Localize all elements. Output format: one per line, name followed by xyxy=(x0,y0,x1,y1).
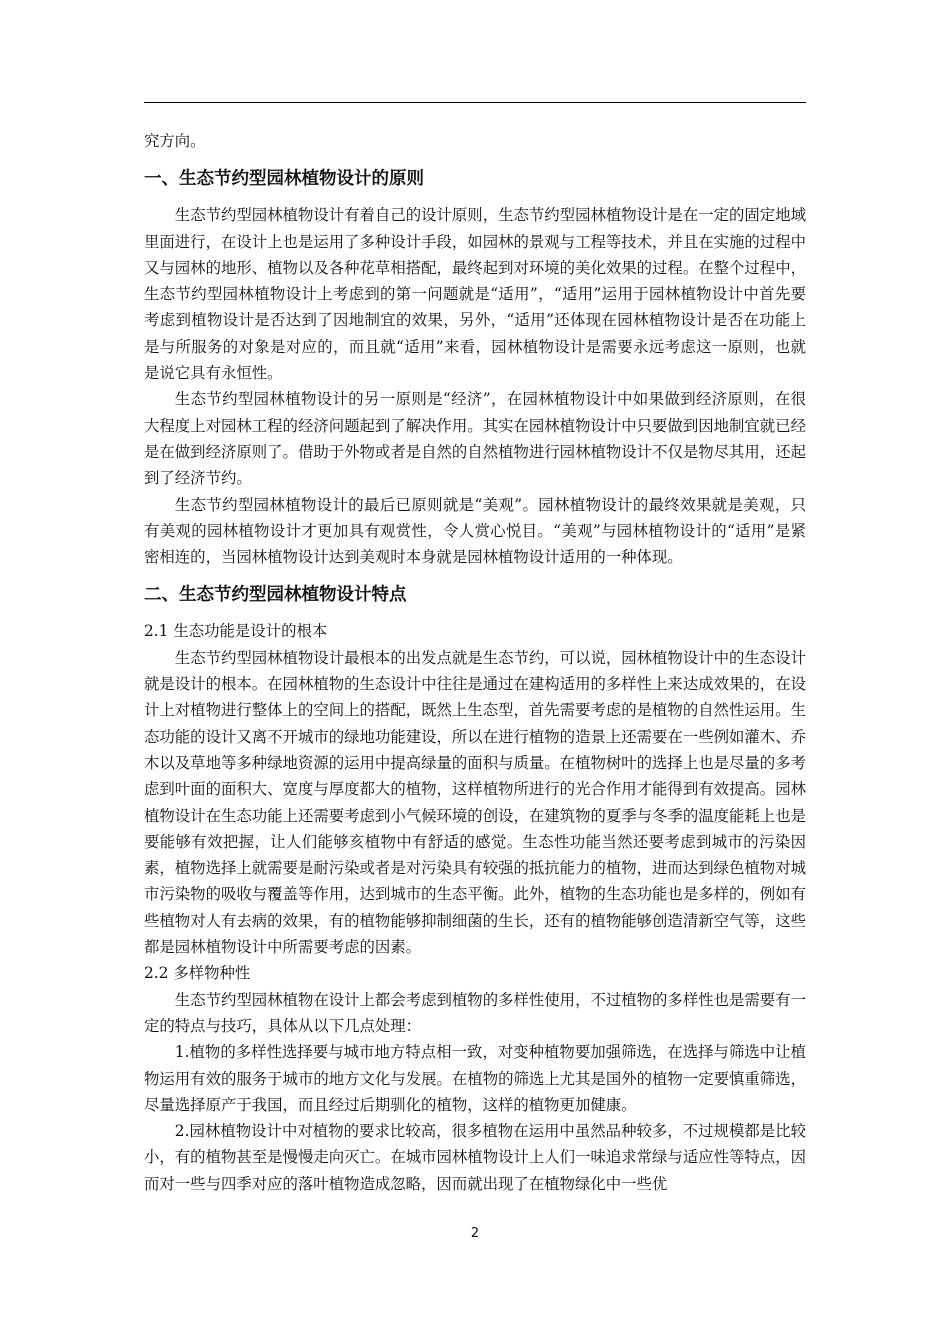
subsection-2-2-title: 2.2 多样物种性 xyxy=(144,964,251,983)
subsection-2-1-paragraph: 生态节约型园林植物设计最根本的出发点就是生态节约，可以说，园林植物设计中的生态设计就是设计的根本。在园林植物的生态设计中往往是通过在建构适用的多样性上来达成效果的，在设计上对植物进行整体上的空间上的搭配，既然上生态型，首先需要考虑的是植物的自然性运用。生态功能的设计又离不开城市的绿地功能建设，所以在进行植物的造景上还需要在一些例如灌木、乔木以及草地等多种绿地资源的运用中提高绿量的面积与质量。在植物树叶的选择上也是尽量的多考虑到叶面的面积大、宽度与厚度都大的植物，这样植物所进行的光合作用才能得到有效提高。园林植物设计在生态功能上还需要考虑到小气候环境的创设，在建筑物的夏季与冬季的温度能耗上也是要能够有效把握，让人们能够亥植物中有舒适的感觉。生态性功能当然还要考虑到城市的污染因素，植物选择上就需要是耐污染或者是对污染具有较强的抵抗能力的植物，进而达到绿色植物对城市污染物的吸收与覆盖等作用，达到城市的生态平衡。此外，植物的生态功能也是多样的，例如有些植物对人有去病的效果，有的植物能够抑制细菌的生长，还有的植物能够创造清新空气等，这些都是园林植物设计中所需要考虑的因素。 xyxy=(144,648,806,957)
page-number: 2 xyxy=(470,1226,480,1241)
section-1-paragraph-1: 生态节约型园林植物设计有着自己的设计原则，生态节约型园林植物设计是在一定的固定地域里面进行，在设计上也是运用了多种设计手段，如园林的景观与工程等技术，并且在实施的过程中又与园林的地形、植物以及各种花草相搭配，最终起到对环境的美化效果的过程。在整个过程中，生态节约型园林植物设计上考虑到的第一问题就是“适用”，“适用”运用于园林植物设计中首先要考虑到植物设计是否达到了因地制宜的效果，另外，“适用”还体现在园林植物设计是否在功能上是与所服务的对象是对应的，而且就“适用”来看，园林植物设计是需要永远考虑这一原则，也就是说它具有永恒性。 xyxy=(144,206,806,383)
section-2-heading: 二、生态节约型园林植物设计特点 xyxy=(144,585,407,606)
header-rule xyxy=(144,102,806,103)
subsection-2-2-intro: 生态节约型园林植物在设计上都会考虑到植物的多样性使用，不过植物的多样性也是需要有一定的特点与技巧，具体从以下几点处理： xyxy=(144,990,806,1035)
section-1-paragraph-3: 生态节约型园林植物设计的最后已原则就是“美观”。园林植物设计的最终效果就是美观，只有美观的园林植物设计才更加具有观赏性，令人赏心悦目。“美观”与园林植物设计的“适用”是紧密相连的，当园林植物设计达到美观时本身就是园林植物设计适用的一种体现。 xyxy=(144,495,806,567)
list-item-2: 2.园林植物设计中对植物的要求比较高，很多植物在运用中虽然品种较多，不过规模都是比较小，有的植物甚至是慢慢走向灭亡。在城市园林植物设计上人们一味追求常绿与适应性等特点，因而对一些与四季对应的落叶植物造成忽略，因而就出现了在植物绿化中一些优 xyxy=(144,1122,806,1193)
subsection-2-1-title: 2.1 生态功能是设计的根本 xyxy=(144,622,328,641)
section-1-paragraph-2: 生态节约型园林植物设计的另一原则是“经济”，在园林植物设计中如果做到经济原则，在很大程度上对园林工程的经济问题起到了解决作用。其实在园林植物设计中只要做到因地制宜就已经是在做到经济原则了。借助于外物或者是自然的自然植物进行园林植物设计不仅是物尽其用，还起到了经济节约。 xyxy=(144,390,806,488)
section-1-heading: 一、生态节约型园林植物设计的原则 xyxy=(144,169,424,190)
continuation-text: 究方向。 xyxy=(144,132,206,150)
list-item-1: 1.植物的多样性选择要与城市地方特点相一致，对变种植物要加强筛选，在选择与筛选中让植物运用有效的服务于城市的地方文化与发展。在植物的筛选上尤其是国外的植物一定要慎重筛选，尽量选择原产于我国，而且经过后期驯化的植物，这样的植物更加健康。 xyxy=(144,1043,806,1114)
page-body xyxy=(144,128,806,1197)
